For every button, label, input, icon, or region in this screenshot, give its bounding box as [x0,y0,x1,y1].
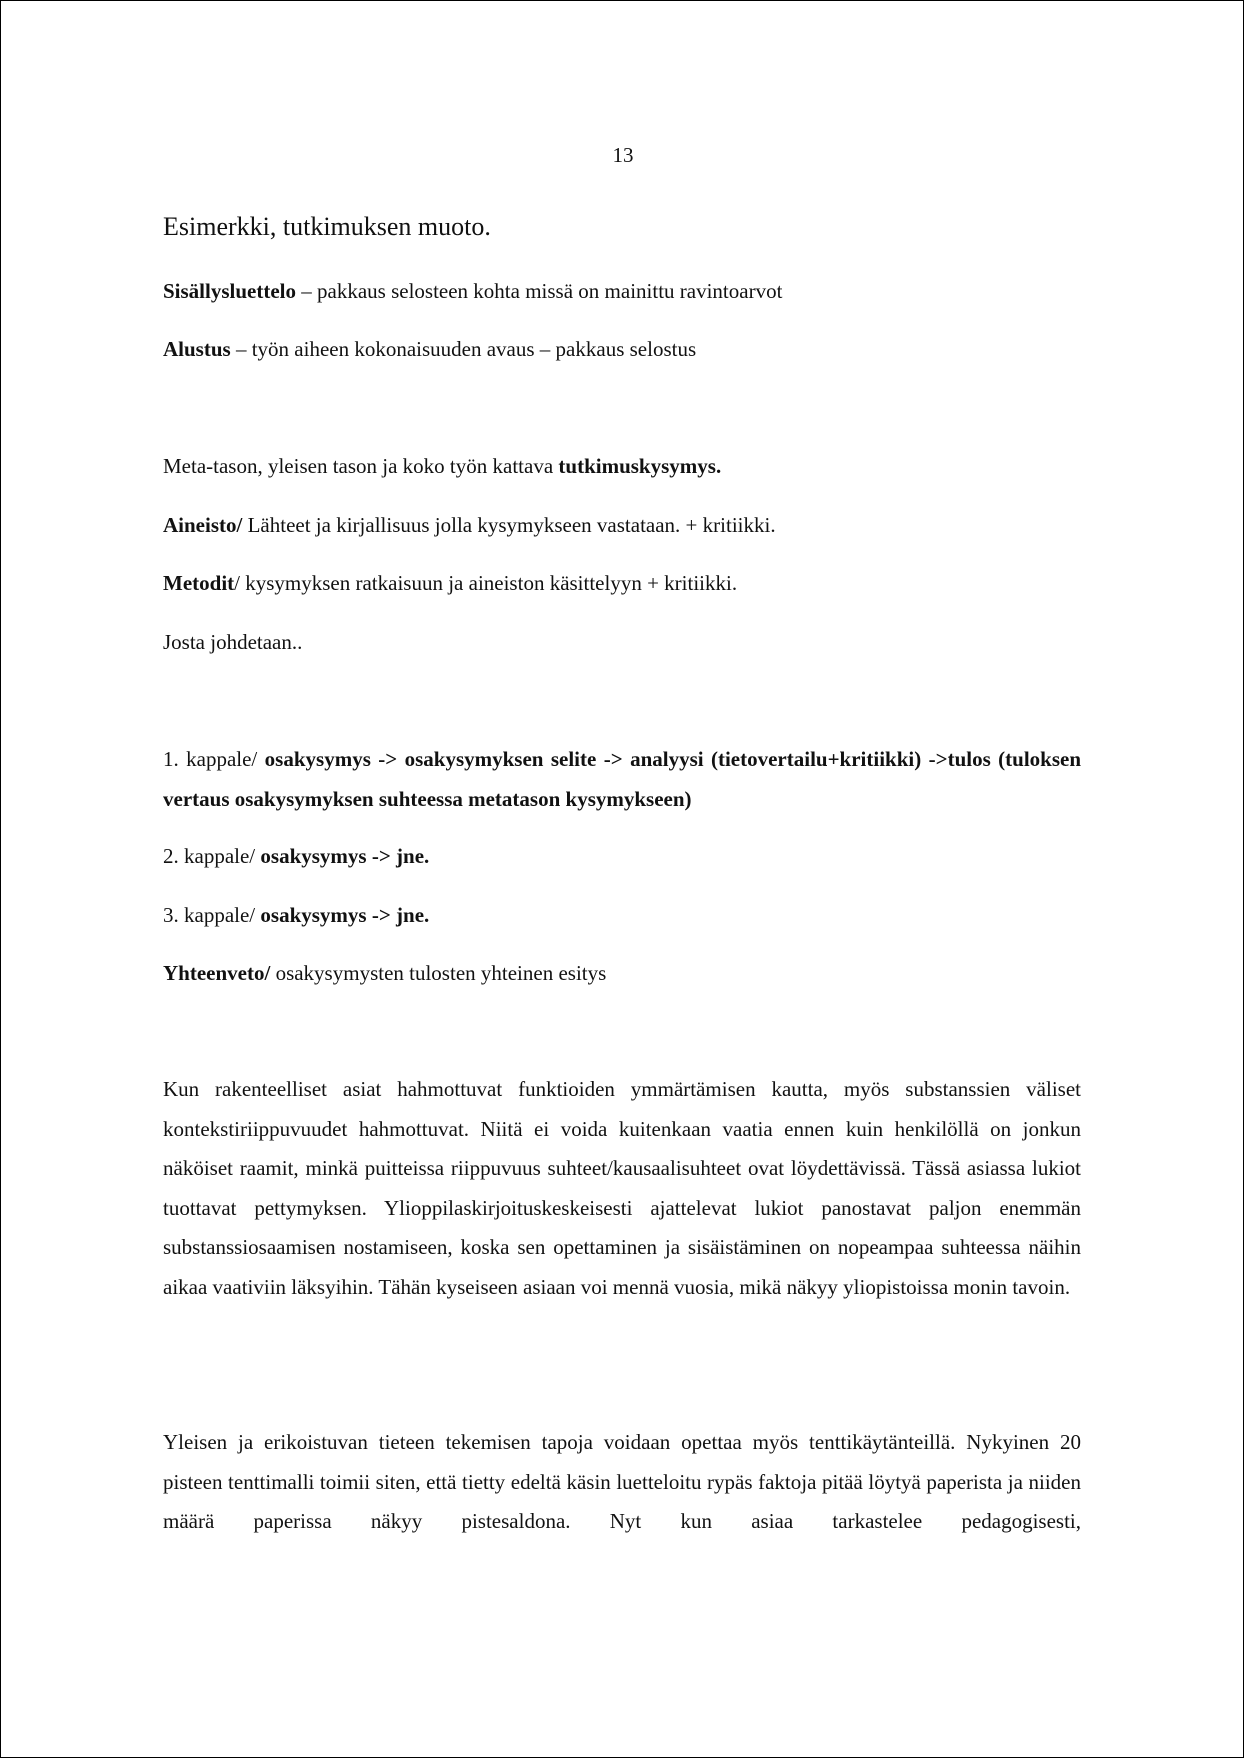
outline-term: Alustus [163,337,231,361]
outline-description: – pakkaus selosteen kohta missä on mainittu ravintoarvot [296,279,783,303]
page-number: 13 [612,143,634,167]
outline-description: Meta-tason, yleisen tason ja koko työn kattava [163,454,559,478]
chapter-prefix: 1. kappale/ [163,747,265,771]
outline-line-chapter-2 [163,836,1081,876]
outline-description: Lähteet ja kirjallisuus jolla kysymykseen vastataan. + kritiikki. [242,513,776,537]
outline-term: Metodit [163,571,235,595]
outline-description: osakysymysten tulosten yhteinen esitys [270,961,607,985]
outline-line-chapter-3 [163,895,1081,935]
outline-line-material [163,505,1081,545]
body-paragraph-1: Kun rakenteelliset asiat hahmottuvat funktioiden ymmärtämisen kautta, myös substanssien väliset kontekstiriippuvuudet hahmottuvat. Niitä ei voida kuitenkaan vaatia ennen kuin henkilöllä on jonkun näköiset raamit, minkä puitteissa riippuvuus suhteet/kausaalisuhteet ovat löydettävissä. Tässä asiassa lukiot tuottavat pettymyksen. Ylioppilaskirjoituskeskeisesti ajattelevat lukiot panostavat paljon enemmän substanssiosaamisen nostamiseen, koska sen opettaminen ja sisäistäminen on nopeampaa suhteessa näihin aikaa vaativiin läksyihin. Tähän kyseiseen asiaan voi mennä vuosia, mikä näkyy yliopistoissa monin tavoin. [163,1077,1081,1299]
outline-term: Aineisto/ [163,513,243,537]
outline-term: Yhteenveto/ [163,961,271,985]
chapter-structure: osakysymys -> jne. [260,844,430,868]
chapter-structure: osakysymys -> jne. [260,903,430,927]
outline-line-methods [163,563,1081,603]
outline-term: Sisällysluettelo [163,279,297,303]
chapter-prefix: 2. kappale/ [163,844,261,868]
outline-line-derived: Josta johdetaan.. [163,630,303,654]
chapter-prefix: 3. kappale/ [163,903,261,927]
outline-line-introduction [163,329,1081,369]
body-paragraph-2: Yleisen ja erikoistuvan tieteen tekemisen tapoja voidaan opettaa myös tenttikäytänteillä. Nykyinen 20 pisteen tenttimalli toimii siten, että tietty edeltä käsin luetteloitu rypäs faktoja pitää löytyä paperista ja niiden määrä paperissa näkyy pistesaldona. Nyt kun asiaa tarkastelee pedagogisesti, [163,1430,1081,1534]
chapter-structure: osakysymys -> osakysymyksen selite -> analyysi (tietovertailu+kritiikki) ->tulos (tuloksen vertaus osakysymyksen suhteessa metatason kysymykseen) [163,747,1082,811]
outline-line-chapter-1 [163,739,1081,819]
section-heading: Esimerkki, tutkimuksen muoto. [163,212,491,241]
outline-term: tutkimuskysymys. [558,454,722,478]
outline-description: – työn aiheen kokonaisuuden avaus – pakkaus selostus [230,337,697,361]
outline-line-research-question [163,446,1081,486]
outline-line-table-of-contents [163,271,1081,311]
outline-line-summary [163,953,1081,993]
outline-description: / kysymyksen ratkaisuun ja aineiston käsittelyyn + kritiikki. [234,571,738,595]
